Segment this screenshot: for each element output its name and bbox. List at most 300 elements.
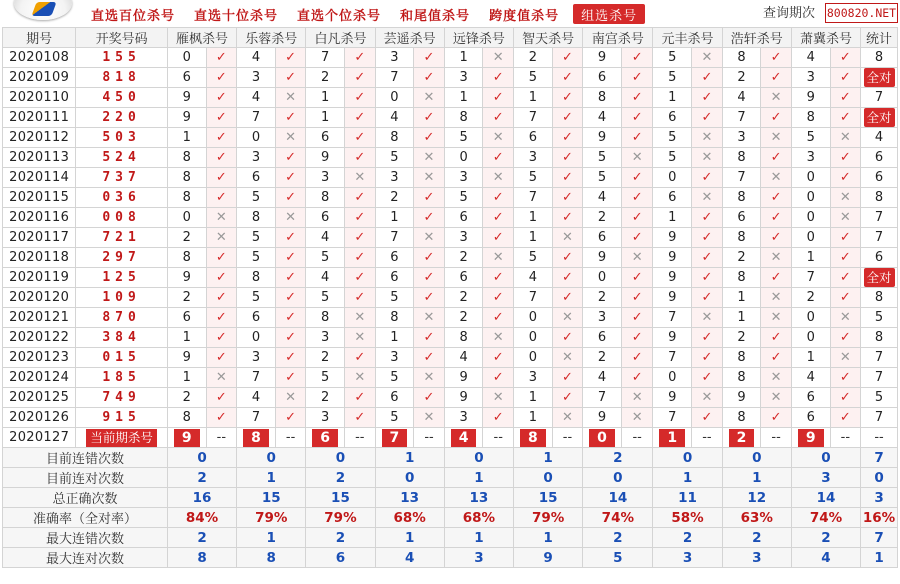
kill-number: 0 [167,208,206,228]
kill-number: 3 [444,408,483,428]
cross-icon: ✕ [830,308,861,328]
summary-value: 6 [306,548,375,568]
table-row [3,348,898,368]
cross-icon: ✕ [345,308,376,328]
current-kill-label: 当前期杀号 [86,429,157,447]
kill-number: 8 [722,408,761,428]
stat-cell: 6 [861,248,898,268]
kill-number: 3 [791,148,830,168]
check-icon: ✓ [830,288,861,308]
check-icon: ✓ [761,328,792,348]
summary-label: 目前连错次数 [3,448,168,468]
draw-number: 524 [76,148,168,168]
kill-number: 5 [375,288,414,308]
kill-number: 8 [722,348,761,368]
check-icon: ✓ [621,168,653,188]
header-expert-3[interactable]: 芸遥杀号 [375,28,444,48]
table-row [3,388,898,408]
current-kill-number: 9 [174,429,200,447]
check-icon: ✓ [206,68,237,88]
period-cell: 2020126 [3,408,76,428]
kill-number: 3 [375,48,414,68]
kill-number: 2 [791,288,830,308]
summary-value: 2 [306,468,375,488]
kill-number: 8 [167,408,206,428]
current-kill-number: 8 [243,429,269,447]
kill-number: 0 [791,188,830,208]
kill-number: 0 [237,328,276,348]
kill-number: 3 [375,348,414,368]
kill-number: 6 [444,208,483,228]
summary-value: 0 [444,448,513,468]
check-icon: ✓ [621,68,653,88]
kill-number: 8 [722,368,761,388]
summary-value: 3 [653,548,722,568]
period-cell: 2020109 [3,68,76,88]
current-period: 2020127 [3,428,76,448]
period-cell: 2020116 [3,208,76,228]
period-cell: 2020123 [3,348,76,368]
period-cell: 2020122 [3,328,76,348]
all-correct-badge: 全对 [864,68,895,87]
kill-number: 7 [722,168,761,188]
kill-number: 9 [583,248,622,268]
kill-number: 0 [514,308,553,328]
kill-number: 9 [583,128,622,148]
kill-number: 1 [722,288,761,308]
header-expert-2[interactable]: 白凡杀号 [306,28,375,48]
kill-number: 2 [375,188,414,208]
cross-icon: ✕ [345,328,376,348]
kill-number: 2 [306,388,345,408]
kill-number: 9 [722,388,761,408]
summary-value: 8 [237,548,306,568]
check-icon: ✓ [483,348,514,368]
summary-value: 3 [722,548,791,568]
kill-number: 6 [791,388,830,408]
cross-icon: ✕ [830,128,861,148]
kill-number: 8 [167,248,206,268]
table-row [3,128,898,148]
summary-label: 最大连错次数 [3,528,168,548]
check-icon: ✓ [692,268,723,288]
check-icon: ✓ [206,248,237,268]
check-icon: ✓ [206,408,237,428]
current-dash: -- [761,428,792,448]
check-icon: ✓ [275,148,306,168]
table-row [3,68,898,88]
current-dash: -- [483,428,514,448]
kill-number: 3 [237,68,276,88]
check-icon: ✓ [483,268,514,288]
stat-cell: 7 [861,408,898,428]
kill-number: 7 [653,348,692,368]
kill-number: 7 [306,48,345,68]
check-icon: ✓ [414,188,445,208]
kill-number: 1 [514,408,553,428]
draw-number: 721 [76,228,168,248]
site-url-badge[interactable]: 800820.NET [825,3,898,23]
stat-cell [861,108,898,128]
kill-number: 5 [791,128,830,148]
draw-number: 220 [76,108,168,128]
query-period-label: 查询期次 [763,6,816,21]
check-icon: ✓ [345,68,376,88]
summary-value: 58% [653,508,722,528]
summary-value: 0 [237,448,306,468]
table-row [3,48,898,68]
kill-number: 7 [514,108,553,128]
header-expert-1[interactable]: 乐蓉杀号 [237,28,306,48]
kill-number: 4 [444,348,483,368]
kill-number: 7 [514,288,553,308]
kill-number: 5 [583,148,622,168]
summary-value: 0 [514,468,583,488]
nav-tab-4[interactable]: 跨度值杀号 [489,9,560,24]
check-icon: ✓ [345,148,376,168]
check-icon: ✓ [275,308,306,328]
check-icon: ✓ [414,348,445,368]
summary-label: 目前连对次数 [3,468,168,488]
check-icon: ✓ [552,108,583,128]
check-icon: ✓ [830,328,861,348]
check-icon: ✓ [761,408,792,428]
table-row [3,208,898,228]
check-icon: ✓ [692,368,723,388]
current-kill-cell [306,428,345,448]
kill-number: 9 [444,368,483,388]
stat-cell: 8 [861,328,898,348]
cross-icon: ✕ [761,288,792,308]
check-icon: ✓ [483,288,514,308]
check-icon: ✓ [552,388,583,408]
draw-number: 155 [76,48,168,68]
check-icon: ✓ [830,48,861,68]
check-icon: ✓ [692,348,723,368]
kill-number: 3 [722,128,761,148]
check-icon: ✓ [275,268,306,288]
kill-number: 5 [306,248,345,268]
kill-number: 4 [791,48,830,68]
check-icon: ✓ [761,68,792,88]
check-icon: ✓ [621,288,653,308]
kill-number: 3 [514,368,553,388]
check-icon: ✓ [345,188,376,208]
kill-number: 2 [167,388,206,408]
summary-value: 79% [514,508,583,528]
kill-number: 8 [375,128,414,148]
kill-number: 3 [583,308,622,328]
kill-number: 5 [306,368,345,388]
cross-icon: ✕ [830,348,861,368]
summary-value: 79% [237,508,306,528]
current-kill-number: 6 [312,429,338,447]
kill-number: 0 [514,348,553,368]
summary-value: 15 [237,488,306,508]
kill-number: 9 [653,228,692,248]
period-cell: 2020111 [3,108,76,128]
header-expert-0[interactable]: 雁枫杀号 [167,28,236,48]
draw-number: 015 [76,348,168,368]
check-icon: ✓ [621,208,653,228]
kill-number: 1 [722,308,761,328]
cross-icon: ✕ [483,128,514,148]
summary-label: 最大连对次数 [3,548,168,568]
table-row [3,328,898,348]
check-icon: ✓ [275,188,306,208]
check-icon: ✓ [692,68,723,88]
kill-number: 3 [375,168,414,188]
check-icon: ✓ [345,128,376,148]
nav-tab-2[interactable]: 直选个位杀号 [297,9,382,24]
header-expert-5[interactable]: 智天杀号 [514,28,583,48]
period-cell: 2020124 [3,368,76,388]
table-row [3,368,898,388]
cross-icon: ✕ [830,188,861,208]
cross-icon: ✕ [414,408,445,428]
kill-number: 5 [237,188,276,208]
kill-number: 1 [514,88,553,108]
nav-tab-5[interactable]: 组选杀号 [573,4,645,24]
kill-number: 0 [237,128,276,148]
current-period-row [3,428,898,448]
check-icon: ✓ [275,108,306,128]
summary-value: 68% [444,508,513,528]
summary-value: 1 [375,528,444,548]
nav-tab-1[interactable]: 直选十位杀号 [194,9,279,24]
check-icon: ✓ [621,268,653,288]
check-icon: ✓ [345,248,376,268]
check-icon: ✓ [275,168,306,188]
summary-value: 9 [514,548,583,568]
period-cell: 2020117 [3,228,76,248]
kill-number: 1 [306,88,345,108]
stat-cell [861,268,898,288]
check-icon: ✓ [345,48,376,68]
check-icon: ✓ [414,68,445,88]
kill-number: 7 [791,268,830,288]
header-expert-4[interactable]: 远锋杀号 [444,28,513,48]
check-icon: ✓ [483,368,514,388]
summary-value: 68% [375,508,444,528]
check-icon: ✓ [692,208,723,228]
kill-number: 0 [514,328,553,348]
check-icon: ✓ [275,68,306,88]
kill-number: 4 [791,368,830,388]
check-icon: ✓ [414,108,445,128]
kill-number: 8 [722,48,761,68]
current-label-cell [76,428,168,448]
draw-number: 749 [76,388,168,408]
check-icon: ✓ [761,48,792,68]
kill-number: 1 [167,128,206,148]
summary-row [3,468,898,488]
summary-row [3,508,898,528]
cross-icon: ✕ [552,408,583,428]
check-icon: ✓ [621,128,653,148]
kill-number: 0 [653,368,692,388]
table-row [3,188,898,208]
all-correct-badge: 全对 [864,108,895,127]
check-icon: ✓ [621,308,653,328]
cross-icon: ✕ [621,248,653,268]
cross-icon: ✕ [275,128,306,148]
kill-number: 8 [237,268,276,288]
summary-value: 3 [444,548,513,568]
kill-type-nav [86,4,654,24]
check-icon: ✓ [414,128,445,148]
summary-value: 0 [306,448,375,468]
check-icon: ✓ [761,148,792,168]
kill-number: 0 [791,328,830,348]
kill-number: 6 [375,268,414,288]
kill-number: 6 [791,408,830,428]
period-cell: 2020118 [3,248,76,268]
kill-number: 2 [514,48,553,68]
kill-number: 9 [791,88,830,108]
kill-number: 4 [514,268,553,288]
period-cell: 2020125 [3,388,76,408]
draw-number: 036 [76,188,168,208]
kill-number: 2 [444,308,483,328]
check-icon: ✓ [345,228,376,248]
stat-cell: 7 [861,88,898,108]
kill-number: 6 [583,68,622,88]
check-icon: ✓ [483,408,514,428]
draw-number: 503 [76,128,168,148]
summary-value: 2 [791,528,860,548]
check-icon: ✓ [345,88,376,108]
check-icon: ✓ [483,208,514,228]
current-dash: -- [206,428,237,448]
summary-row [3,448,898,468]
kill-number: 7 [653,408,692,428]
summary-value: 0 [791,448,860,468]
kill-number: 9 [653,328,692,348]
kill-number: 5 [514,68,553,88]
kill-number: 9 [167,268,206,288]
summary-stat: 0 [861,468,898,488]
kill-number: 7 [653,308,692,328]
cross-icon: ✕ [275,88,306,108]
kill-number: 6 [722,208,761,228]
current-kill-number: 1 [659,429,685,447]
check-icon: ✓ [552,168,583,188]
cross-icon: ✕ [621,388,653,408]
kill-number: 5 [514,168,553,188]
check-icon: ✓ [206,268,237,288]
check-icon: ✓ [483,108,514,128]
check-icon: ✓ [206,388,237,408]
check-icon: ✓ [621,368,653,388]
stat-cell: 7 [861,368,898,388]
stat-cell: 4 [861,128,898,148]
summary-value: 1 [514,448,583,468]
table-row [3,288,898,308]
nav-tab-0[interactable]: 直选百位杀号 [91,9,176,24]
summary-row [3,548,898,568]
kill-number: 3 [444,228,483,248]
draw-number: 870 [76,308,168,328]
kill-number: 8 [444,108,483,128]
kill-number: 1 [514,228,553,248]
current-dash: -- [345,428,376,448]
cross-icon: ✕ [552,228,583,248]
table-row [3,248,898,268]
check-icon: ✓ [621,328,653,348]
check-icon: ✓ [830,248,861,268]
cross-icon: ✕ [621,148,653,168]
draw-number: 109 [76,288,168,308]
draw-number: 297 [76,248,168,268]
summary-value: 2 [583,448,653,468]
kill-number: 5 [444,188,483,208]
kill-number: 7 [237,408,276,428]
check-icon: ✓ [483,68,514,88]
period-cell: 2020114 [3,168,76,188]
kill-number: 7 [514,188,553,208]
kill-number: 4 [237,48,276,68]
check-icon: ✓ [830,68,861,88]
check-icon: ✓ [275,328,306,348]
nav-tab-3[interactable]: 和尾值杀号 [400,9,471,24]
cross-icon: ✕ [761,248,792,268]
check-icon: ✓ [692,408,723,428]
header-expert-8[interactable]: 浩轩杀号 [722,28,791,48]
summary-value: 13 [444,488,513,508]
kill-number: 2 [722,68,761,88]
summary-value: 1 [444,468,513,488]
kill-number: 6 [583,328,622,348]
kill-number: 5 [653,68,692,88]
table-row [3,228,898,248]
cross-icon: ✕ [206,228,237,248]
kill-number: 0 [583,268,622,288]
draw-number: 737 [76,168,168,188]
check-icon: ✓ [275,48,306,68]
header-expert-6[interactable]: 南宫杀号 [583,28,653,48]
cross-icon: ✕ [761,128,792,148]
summary-value: 12 [722,488,791,508]
kill-number: 3 [237,148,276,168]
table-row [3,168,898,188]
kill-number: 6 [444,268,483,288]
current-kill-number: 8 [520,429,546,447]
check-icon: ✓ [414,388,445,408]
kill-number: 4 [306,268,345,288]
header-expert-7[interactable]: 元丰杀号 [653,28,722,48]
summary-value: 1 [514,528,583,548]
kill-number: 1 [653,208,692,228]
current-kill-number: 0 [589,429,615,447]
kill-number: 1 [167,368,206,388]
period-cell: 2020112 [3,128,76,148]
kill-number: 0 [444,148,483,168]
summary-value: 84% [167,508,236,528]
check-icon: ✓ [483,148,514,168]
header-expert-9[interactable]: 萧冀杀号 [791,28,860,48]
summary-value: 2 [653,528,722,548]
kill-number: 5 [237,248,276,268]
summary-stat: 1 [861,548,898,568]
site-logo[interactable] [14,0,72,20]
kill-number: 5 [514,248,553,268]
table-row [3,308,898,328]
check-icon: ✓ [761,228,792,248]
header-period: 期号 [3,28,76,48]
check-icon: ✓ [345,288,376,308]
kill-number: 9 [653,388,692,408]
